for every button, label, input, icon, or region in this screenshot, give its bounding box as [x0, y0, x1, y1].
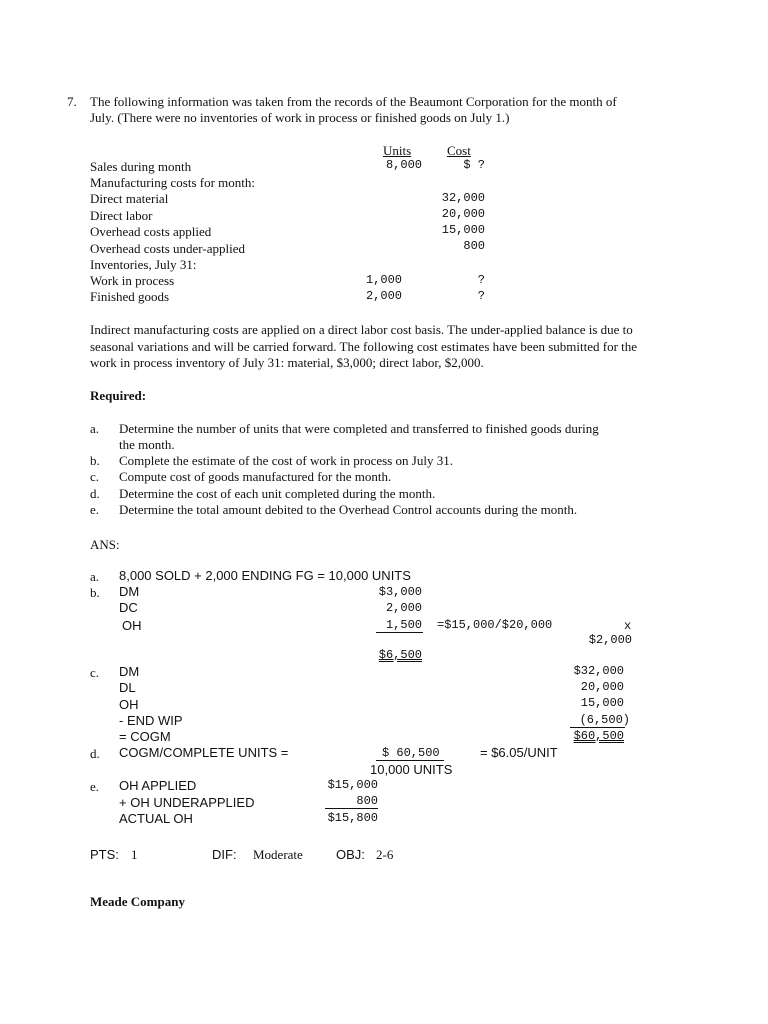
- answer-b-dc: DC: [119, 600, 138, 615]
- answer-a-text: 8,000 SOLD + 2,000 ENDING FG = 10,000 UNITS: [119, 568, 411, 583]
- required-heading: Required:: [90, 388, 147, 403]
- row-cost: $ ?: [463, 158, 485, 172]
- dif-value: Moderate: [253, 847, 303, 862]
- answer-e-label2: + OH UNDERAPPLIED: [119, 795, 255, 810]
- answer-b-oh: OH: [122, 618, 142, 633]
- answer-letter: d.: [90, 746, 100, 761]
- row-label: Overhead costs under-applied: [90, 241, 245, 256]
- underline-rule: [376, 632, 423, 633]
- pts-value: 1: [131, 847, 138, 862]
- row-label: Sales during month: [90, 159, 192, 174]
- answer-b-dc-value: 2,000: [385, 601, 422, 615]
- answer-b-total: $6,500: [378, 648, 422, 662]
- answer-d-denominator: 10,000 UNITS: [370, 762, 453, 777]
- column-header-cost: Cost: [447, 143, 471, 158]
- answer-c-cogm-value: $60,500: [573, 729, 624, 743]
- dif-label: DIF:: [212, 847, 237, 862]
- paragraph-line3: work in process inventory of July 31: material, $3,000; direct labor, $2,000.: [90, 355, 484, 370]
- required-letter: d.: [90, 486, 100, 501]
- answer-e-label3: ACTUAL OH: [119, 811, 193, 826]
- answer-d-text: COGM/COMPLETE UNITS =: [119, 745, 289, 760]
- answer-e-value3: $15,800: [327, 811, 378, 825]
- answer-d-numerator: $ 60,500: [382, 746, 440, 760]
- required-letter: e.: [90, 502, 100, 517]
- row-label: Direct labor: [90, 208, 153, 223]
- answer-label: ANS:: [90, 537, 120, 552]
- row-label: Overhead costs applied: [90, 224, 212, 239]
- question-intro-line1: The following information was taken from the records of the Beaumont Corporation for the month of: [90, 94, 617, 109]
- row-label: Manufacturing costs for month:: [90, 175, 255, 190]
- required-item: Determine the number of units that were completed and transferred to finished goods during: [119, 421, 599, 436]
- row-cost: 15,000: [441, 223, 485, 237]
- answer-e-value1: $15,000: [327, 778, 378, 792]
- answer-letter: a.: [90, 569, 100, 584]
- required-item: Compute cost of goods manufactured for the month.: [119, 469, 392, 484]
- row-cost: ?: [477, 289, 485, 303]
- required-item-cont: the month.: [119, 437, 175, 452]
- answer-letter: b.: [90, 585, 100, 600]
- required-item: Complete the estimate of the cost of work in process on July 31.: [119, 453, 453, 468]
- answer-c-dl: DL: [119, 680, 136, 695]
- answer-c-dm-value: $32,000: [573, 664, 624, 678]
- answer-c-end-wip-value: (6,500): [579, 713, 630, 727]
- fraction-bar: [376, 760, 444, 761]
- question-number: 7.: [67, 94, 77, 109]
- row-label: Work in process: [90, 273, 175, 288]
- row-cost: 20,000: [441, 207, 485, 221]
- row-cost: ?: [477, 273, 485, 287]
- answer-letter: e.: [90, 779, 100, 794]
- answer-c-dl-value: 20,000: [580, 680, 624, 694]
- answer-d-result: = $6.05/UNIT: [480, 745, 558, 760]
- obj-value: 2-6: [376, 847, 394, 862]
- obj-label: OBJ:: [336, 847, 365, 862]
- row-cost: 32,000: [441, 191, 485, 205]
- pts-label: PTS:: [90, 847, 119, 862]
- answer-e-label1: OH APPLIED: [119, 778, 197, 793]
- row-units: 2,000: [365, 289, 402, 303]
- answer-letter: c.: [90, 665, 100, 680]
- required-item: Determine the cost of each unit completed during the month.: [119, 486, 436, 501]
- answer-c-cogm: = COGM: [119, 729, 171, 744]
- row-label: Inventories, July 31:: [90, 257, 197, 272]
- paragraph-line1: Indirect manufacturing costs are applied on a direct labor cost basis. The under-applied balance is due to: [90, 322, 633, 337]
- row-label: Direct material: [90, 191, 169, 206]
- column-header-units: Units: [383, 143, 412, 158]
- answer-c-oh-value: 15,000: [580, 696, 624, 710]
- answer-b-oh-value: 1,500: [385, 618, 422, 632]
- row-cost: 800: [463, 239, 485, 253]
- required-item: Determine the total amount debited to the Overhead Control accounts during the month.: [119, 502, 578, 517]
- next-section-heading: Meade Company: [90, 894, 185, 909]
- required-letter: c.: [90, 469, 100, 484]
- question-intro-line2: July. (There were no inventories of work in process or finished goods on July 1.): [90, 110, 510, 125]
- answer-b-x-value: $2,000: [588, 633, 632, 647]
- paragraph-line2: seasonal variations and will be carried forward. The following cost estimates have been submitted for the: [90, 339, 638, 354]
- answer-b-x: x: [624, 619, 632, 633]
- answer-c-dm: DM: [119, 664, 140, 679]
- row-label: Finished goods: [90, 289, 170, 304]
- required-letter: b.: [90, 453, 100, 468]
- row-units: 8,000: [385, 158, 422, 172]
- answer-b-dm-value: $3,000: [378, 585, 422, 599]
- answer-c-end-wip: - END WIP: [119, 713, 183, 728]
- answer-c-oh: OH: [119, 697, 139, 712]
- row-units: 1,000: [365, 273, 402, 287]
- answer-e-value2: 800: [356, 794, 378, 808]
- underline-rule: [325, 808, 378, 809]
- required-letter: a.: [90, 421, 100, 436]
- answer-b-oh-calc: =$15,000/$20,000: [437, 618, 553, 632]
- answer-b-dm: DM: [119, 584, 140, 599]
